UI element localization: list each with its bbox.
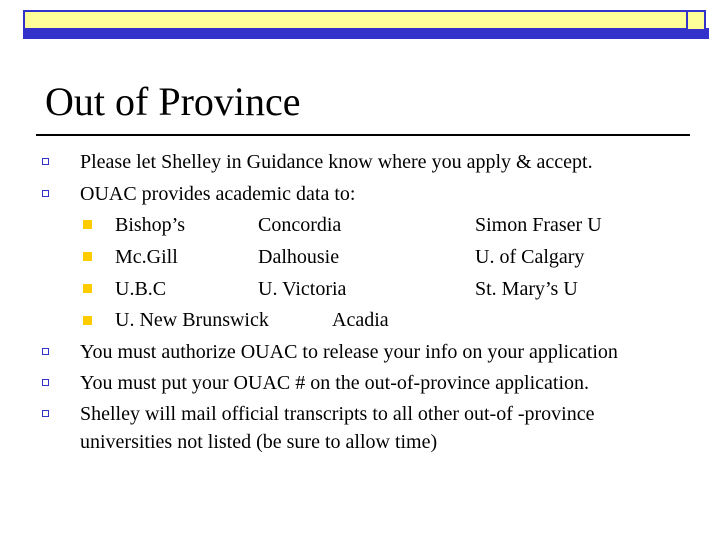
bullet-authorize-ouac: You must authorize OUAC to release your info on your application bbox=[80, 341, 618, 363]
hollow-square-icon bbox=[42, 410, 49, 417]
bullet-ouac-number: You must put your OUAC # on the out-of-province application. bbox=[80, 372, 590, 394]
title-divider bbox=[36, 134, 690, 136]
university-item: Acadia bbox=[332, 309, 389, 331]
header-decoration-box bbox=[686, 10, 706, 31]
hollow-square-icon bbox=[42, 190, 49, 197]
filled-square-icon bbox=[83, 316, 92, 325]
hollow-square-icon bbox=[42, 348, 49, 355]
filled-square-icon bbox=[83, 284, 92, 293]
bullet-transcripts-continued: universities not listed (be sure to allow time) bbox=[80, 431, 438, 453]
header-decoration-stripe bbox=[23, 28, 709, 39]
hollow-square-icon bbox=[42, 158, 49, 165]
university-item: Bishop’s bbox=[115, 214, 186, 236]
university-item: U. Victoria bbox=[258, 278, 347, 300]
filled-square-icon bbox=[83, 252, 92, 261]
university-item: U.B.C bbox=[115, 278, 167, 300]
bullet-ouac-data: OUAC provides academic data to: bbox=[80, 183, 356, 205]
university-item: Mc.Gill bbox=[115, 246, 178, 268]
bullet-transcripts: Shelley will mail official transcripts to all other out-of -province bbox=[80, 403, 595, 425]
university-item: Dalhousie bbox=[258, 246, 340, 268]
university-item: U. of Calgary bbox=[475, 246, 585, 268]
hollow-square-icon bbox=[42, 379, 49, 386]
university-item: Simon Fraser U bbox=[475, 214, 602, 236]
filled-square-icon bbox=[83, 220, 92, 229]
university-item: Concordia bbox=[258, 214, 342, 236]
bullet-apply-accept: Please let Shelley in Guidance know where you apply & accept. bbox=[80, 151, 593, 173]
university-item: St. Mary’s U bbox=[475, 278, 578, 300]
university-item: U. New Brunswick bbox=[115, 309, 269, 331]
slide-title: Out of Province bbox=[45, 79, 301, 124]
